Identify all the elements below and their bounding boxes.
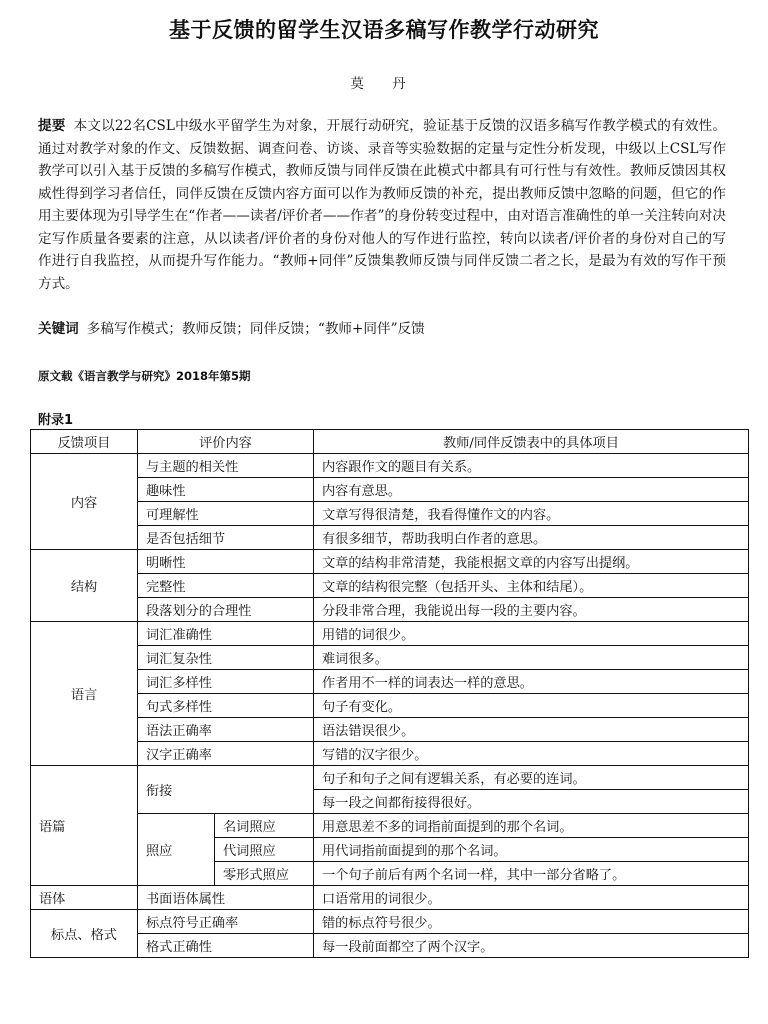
eval-item: 可理解性 xyxy=(138,502,314,526)
table-header-row xyxy=(31,430,749,454)
table-row xyxy=(31,814,749,838)
eval-item: 完整性 xyxy=(138,574,314,598)
paper-title: 基于反馈的留学生汉语多稿写作教学行动研究 xyxy=(169,18,599,42)
table-row xyxy=(31,550,749,574)
eval-item: 词汇多样性 xyxy=(138,670,314,694)
appendix-title: 附录1 xyxy=(38,413,74,428)
eval-item: 是否包括细节 xyxy=(138,526,314,550)
detail-cell: 语法错误很少。 xyxy=(314,718,749,742)
eval-item: 书面语体属性 xyxy=(138,886,314,910)
group-label-format: 标点、格式 xyxy=(31,910,138,958)
eval-subitem: 代词照应 xyxy=(215,838,314,862)
table-row xyxy=(31,742,749,766)
table-row xyxy=(31,646,749,670)
detail-cell: 句子和句子之间有逻辑关系，有必要的连词。 xyxy=(314,766,749,790)
table-row xyxy=(31,934,749,958)
detail-cell: 一个句子前后有两个名词一样，其中一部分省略了。 xyxy=(314,862,749,886)
detail-cell: 作者用不一样的词表达一样的意思。 xyxy=(314,670,749,694)
table-row xyxy=(31,910,749,934)
detail-cell: 口语常用的词很少。 xyxy=(314,886,749,910)
eval-item: 标点符号正确率 xyxy=(138,910,314,934)
detail-cell: 每一段之间都衔接得很好。 xyxy=(314,790,749,814)
keywords-label: 关键词 xyxy=(38,321,79,337)
table-row xyxy=(31,574,749,598)
eval-item: 明晰性 xyxy=(138,550,314,574)
abstract xyxy=(38,115,726,295)
group-label-style: 语体 xyxy=(31,886,138,910)
detail-cell: 文章写得很清楚，我看得懂作文的内容。 xyxy=(314,502,749,526)
eval-item: 句式多样性 xyxy=(138,694,314,718)
eval-item: 词汇准确性 xyxy=(138,622,314,646)
keywords-text: 多稿写作模式；教师反馈；同伴反馈；“教师+同伴”反馈 xyxy=(86,321,425,337)
eval-item: 照应 xyxy=(138,814,215,886)
detail-cell: 用代词指前面提到的那个名词。 xyxy=(314,838,749,862)
eval-subitem: 零形式照应 xyxy=(215,862,314,886)
table-row xyxy=(31,598,749,622)
abstract-label: 提要 xyxy=(38,118,66,134)
header-feedback-item: 反馈项目 xyxy=(31,430,138,454)
abstract-text: 本文以22名CSL中级水平留学生为对象，开展行动研究，验证基于反馈的汉语多稿写作教学模式的有效性。通过对教学对象的作文、反馈数据、调查问卷、访谈、录音等实验数据的定量与定性分析发现，中级以上CSL写作教学可以引入基于反馈的多稿写作模式，教师反馈与同伴反馈在此模式中都具有可行性与有效性。教师反馈因其权威性得到学习者信任，同伴反馈在反馈内容方面可以作为教师反馈的补充，提出教师反馈中忽略的问题，但它的作用主要体现为引导学生在“作者——读者/评价者——作者”的身份转变过程中，由对语言准确性的单一关注转向对决定写作质量各要素的注意，从以读者/评价者的身份对他人的写作进行监控，转向以读者/评价者的身份对自己的写作进行自我监控，从而提升写作能力。“教师+同伴”反馈集教师反馈与同伴反馈二者之长，是最为有效的写作干预方式。 xyxy=(38,118,726,292)
source-note: 原文载《语言教学与研究》2018年第5期 xyxy=(38,369,251,383)
detail-cell: 分段非常合理，我能说出每一段的主要内容。 xyxy=(314,598,749,622)
table-row xyxy=(31,526,749,550)
table-row xyxy=(31,694,749,718)
eval-item: 汉字正确率 xyxy=(138,742,314,766)
table-row xyxy=(31,886,749,910)
detail-cell: 用意思差不多的词指前面提到的那个名词。 xyxy=(314,814,749,838)
detail-cell: 文章的结构非常清楚，我能根据文章的内容写出提纲。 xyxy=(314,550,749,574)
author-name: 莫 丹 xyxy=(350,76,418,92)
detail-cell: 写错的汉字很少。 xyxy=(314,742,749,766)
header-evaluation: 评价内容 xyxy=(138,430,314,454)
group-label-language: 语言 xyxy=(31,622,138,766)
detail-cell: 文章的结构很完整（包括开头、主体和结尾）。 xyxy=(314,574,749,598)
detail-cell: 内容有意思。 xyxy=(314,478,749,502)
table-row xyxy=(31,502,749,526)
table-row xyxy=(31,670,749,694)
table-row xyxy=(31,766,749,790)
eval-item: 词汇复杂性 xyxy=(138,646,314,670)
group-label-structure: 结构 xyxy=(31,550,138,622)
group-label-discourse: 语篇 xyxy=(31,766,138,886)
group-label-content: 内容 xyxy=(31,454,138,550)
table-row xyxy=(31,454,749,478)
table-row xyxy=(31,478,749,502)
feedback-table xyxy=(30,429,749,958)
detail-cell: 内容跟作文的题目有关系。 xyxy=(314,454,749,478)
detail-cell: 难词很多。 xyxy=(314,646,749,670)
eval-item: 格式正确性 xyxy=(138,934,314,958)
detail-cell: 句子有变化。 xyxy=(314,694,749,718)
eval-item: 衔接 xyxy=(138,766,314,814)
detail-cell: 有很多细节，帮助我明白作者的意思。 xyxy=(314,526,749,550)
table-row xyxy=(31,718,749,742)
eval-item: 语法正确率 xyxy=(138,718,314,742)
eval-item: 段落划分的合理性 xyxy=(138,598,314,622)
detail-cell: 每一段前面都空了两个汉字。 xyxy=(314,934,749,958)
keywords xyxy=(38,318,728,340)
detail-cell: 用错的词很少。 xyxy=(314,622,749,646)
eval-subitem: 名词照应 xyxy=(215,814,314,838)
eval-item: 与主题的相关性 xyxy=(138,454,314,478)
table-row xyxy=(31,622,749,646)
detail-cell: 错的标点符号很少。 xyxy=(314,910,749,934)
header-detail: 教师/同伴反馈表中的具体项目 xyxy=(314,430,749,454)
eval-item: 趣味性 xyxy=(138,478,314,502)
